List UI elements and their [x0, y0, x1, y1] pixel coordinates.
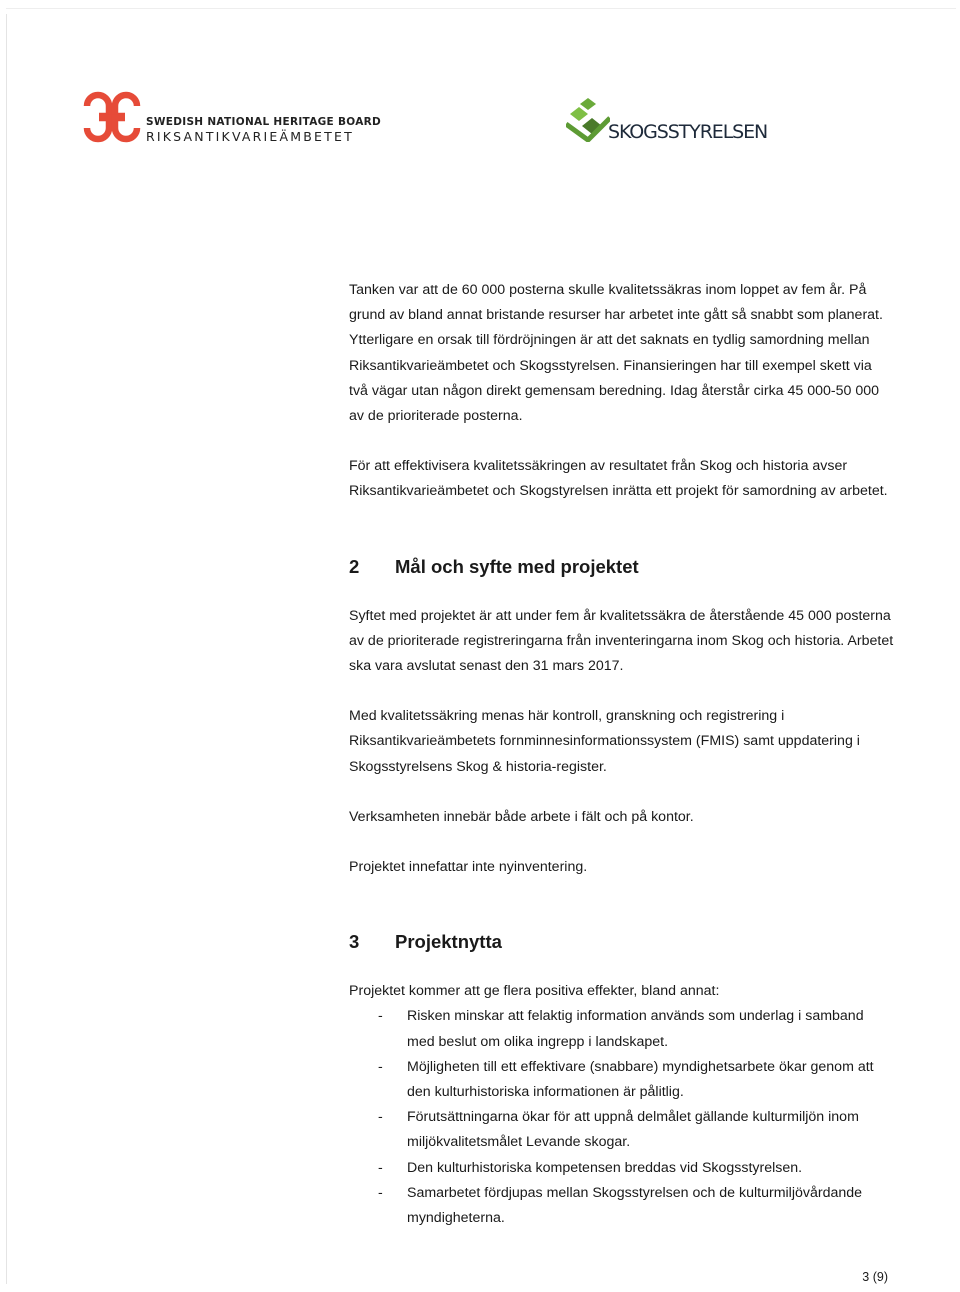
section-2-paragraph-3: Verksamheten innebär både arbete i fält och på kontor.	[349, 808, 694, 825]
riksantikvarieambetet-logo-icon	[82, 86, 142, 148]
list-item-text: Samarbetet fördjupas mellan Skogsstyrelsen och de kulturmiljövårdande myndigheterna.	[407, 1184, 863, 1227]
list-item-text: Risken minskar att felaktig information används som underlag i samband med beslut om olika ingrepp i landskapet.	[407, 1008, 864, 1050]
page-top-edge	[6, 8, 956, 9]
list-item	[349, 1181, 894, 1231]
list-item	[349, 1055, 894, 1105]
page-left-edge	[6, 14, 7, 1284]
section-3-heading	[349, 905, 894, 955]
list-dash: -	[378, 1109, 383, 1126]
list-dash: -	[378, 1058, 383, 1075]
section-2-heading	[349, 530, 894, 580]
list-item	[349, 1004, 894, 1054]
section-2-paragraph-1: Syftet med projektet är att under fem år kvalitetssäkra de återstående 45 000 posterna av de prioriterade registreringarna från inventeringarna inom Skog och historia. Arbetet ska vara avslutat senast den 31 mars 2017.	[349, 607, 894, 675]
list-item-text: Den kulturhistoriska kompetensen breddas vid Skogsstyrelsen.	[407, 1159, 803, 1176]
section-3-number: 3	[349, 931, 360, 953]
skogsstyrelsen-name: SKOGSSTYRELSEN	[608, 121, 768, 143]
section-3-title: Projektnytta	[395, 931, 502, 953]
list-item-text: Förutsättningarna ökar för att uppnå delmålet gällande kulturmiljön inom miljökvalitetsmålet Levande skogar.	[407, 1109, 859, 1151]
page-number: 3 (9)	[862, 1270, 888, 1284]
section-2-paragraph-2: Med kvalitetssäkring menas här kontroll, granskning och registrering i Riksantikvarieämbetets fornminnesinformationssystem (FMIS) samt uppdatering i Skogsstyrelsens Skog & historia-register.	[349, 708, 860, 775]
list-dash: -	[378, 1159, 383, 1176]
section-2-paragraph-4: Projektet innefattar inte nyinventering.	[349, 859, 588, 876]
section-3-intro: Projektet kommer att ge flera positiva effekter, bland annat:	[349, 983, 720, 1000]
paragraph-intro-1: Tanken var att de 60 000 posterna skulle kvalitetssäkras inom loppet av fem år. På grund av bland annat bristande resurser har arbetet inte gått så snabbt som planerat. Ytterligare en orsak till fördröjningen är att det saknats en tydlig samordning mellan Riksantikvarieämbetet och Skogsstyrelsen. Finansieringen har till exempel skett via två vägar utan någon direkt gemensam beredning. Idag återstår cirka 45 000-50 000 av de prioriterade posterna.	[349, 282, 883, 425]
list-dash: -	[378, 1008, 383, 1025]
section-2-title: Mål och syfte med projektet	[395, 555, 639, 577]
list-dash: -	[378, 1184, 383, 1201]
section-2-number: 2	[349, 555, 360, 577]
skogsstyrelsen-logo-icon	[566, 94, 610, 142]
raa-english-name: SWEDISH NATIONAL HERITAGE BOARD	[146, 116, 382, 128]
list-item	[349, 1156, 894, 1181]
paragraph-intro-2: För att effektivisera kvalitetssäkringen av resultatet från Skog och historia avser Riksantikvarieämbetet och Skogstyrelsen inrätta ett projekt för samordning av arbetet.	[349, 458, 888, 500]
benefits-list	[349, 1004, 894, 1231]
list-item-text: Möjligheten till ett effektivare (snabbare) myndighetsarbete ökar genom att den kulturhistoriska informationen är pålitlig.	[407, 1058, 874, 1101]
document-body	[349, 278, 894, 1231]
list-item	[349, 1105, 894, 1155]
raa-swedish-name: RIKSANTIKVARIEÄMBETET	[146, 129, 354, 144]
